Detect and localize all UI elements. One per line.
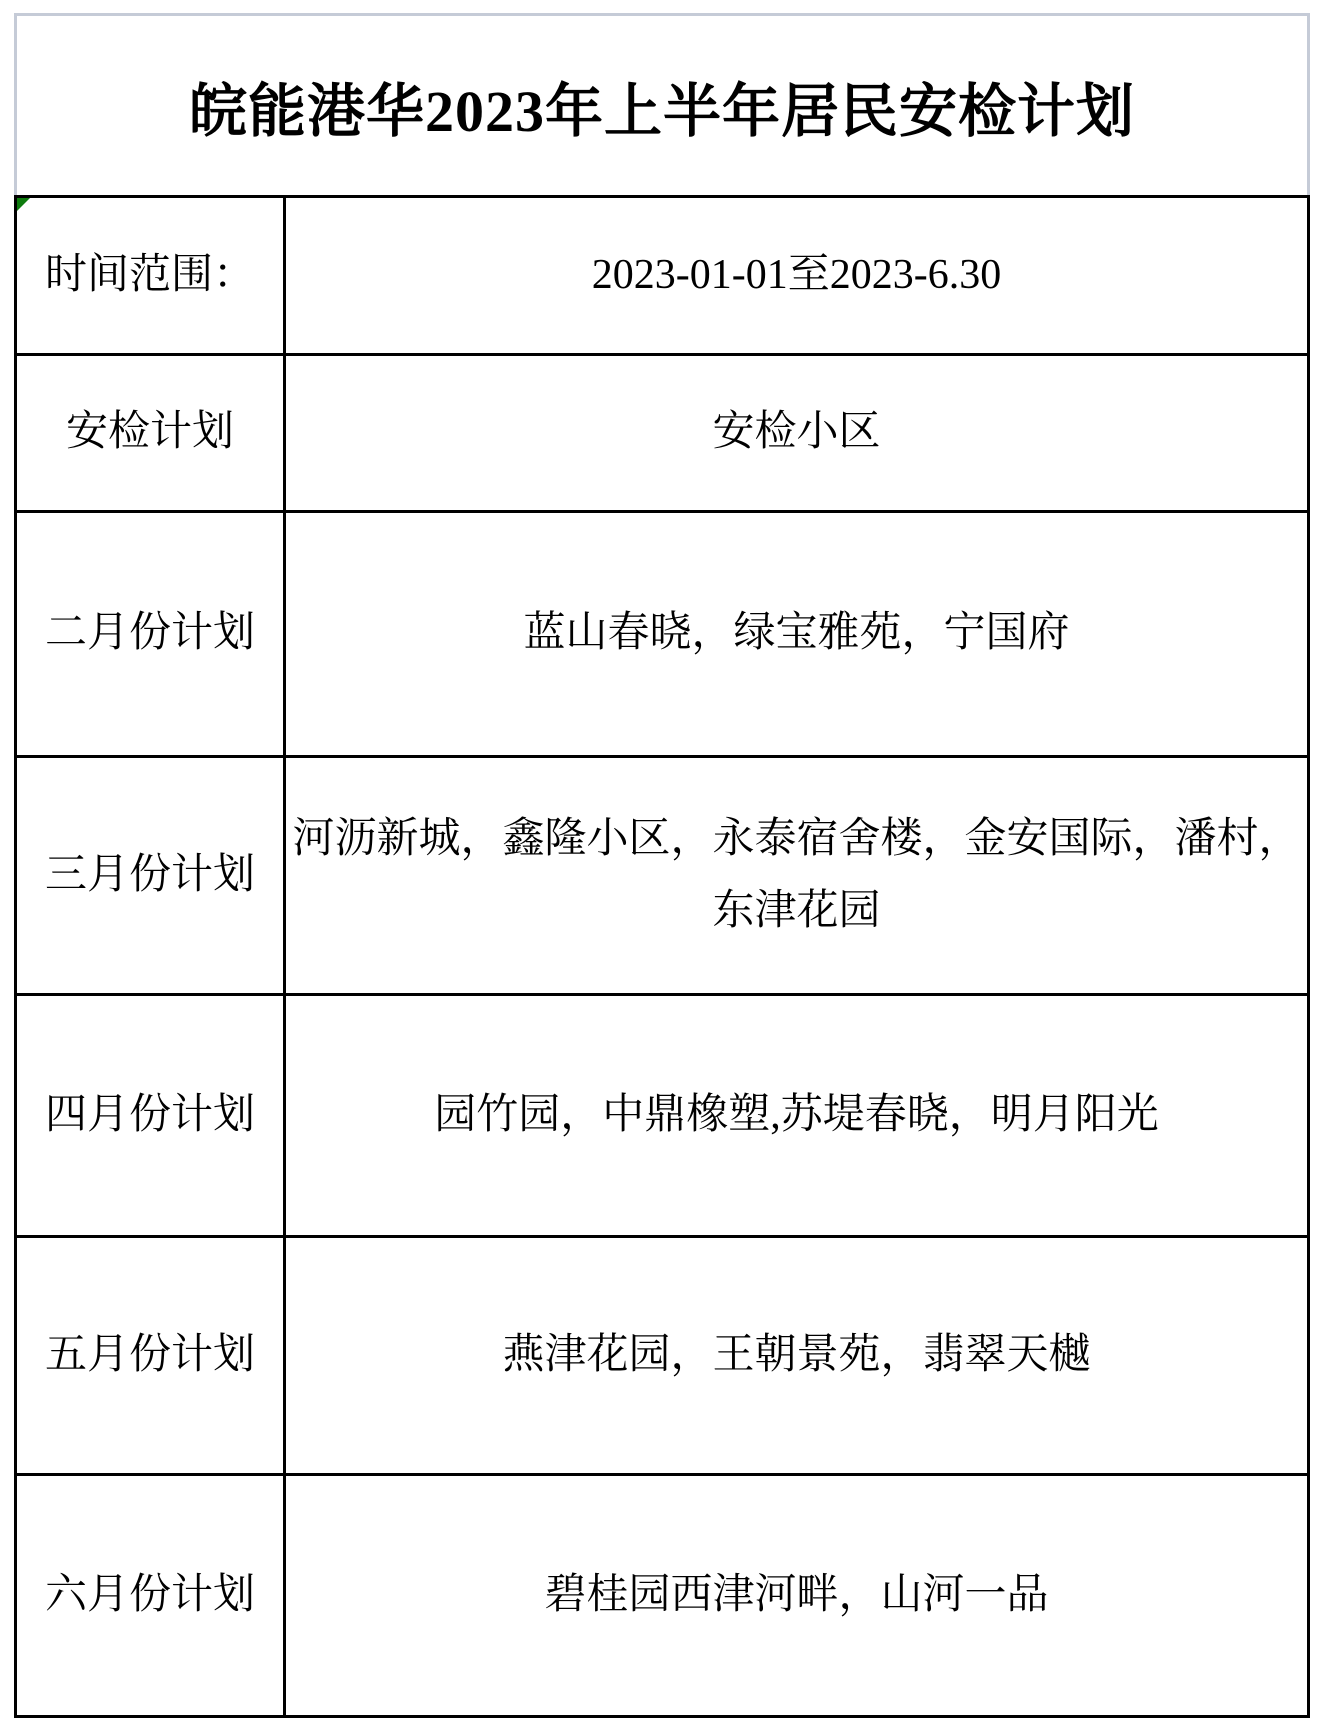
row-value-cell[interactable] xyxy=(285,1237,1309,1475)
row-label-cell[interactable] xyxy=(16,995,285,1237)
row-label-cell[interactable] xyxy=(16,197,285,355)
row-label-cell[interactable] xyxy=(16,1237,285,1475)
table-row xyxy=(16,1237,1309,1475)
table-row xyxy=(16,757,1309,995)
row-label: 四月份计划 xyxy=(44,1091,255,1138)
table-row xyxy=(16,355,1309,512)
row-value: 2023-01-01至2023-6.30 xyxy=(591,251,1002,298)
row-value: 安检小区 xyxy=(712,409,881,456)
row-value: 碧桂园西津河畔，山河一品 xyxy=(544,1571,1049,1618)
row-label: 时间范围： xyxy=(44,251,255,298)
title-cell[interactable] xyxy=(14,13,1310,195)
row-label-cell[interactable] xyxy=(16,757,285,995)
row-label: 三月份计划 xyxy=(44,851,255,898)
row-value-cell[interactable] xyxy=(285,197,1309,355)
row-value: 园竹园，中鼎橡塑,苏堤春晓，明月阳光 xyxy=(434,1091,1159,1138)
row-value: 河沥新城，鑫隆小区，永泰宿舍楼，金安国际，潘村，东津花园 xyxy=(292,816,1301,934)
row-label: 五月份计划 xyxy=(44,1331,255,1378)
table-row xyxy=(16,197,1309,355)
row-label: 二月份计划 xyxy=(44,610,255,657)
row-value-cell[interactable] xyxy=(285,1475,1309,1717)
row-label-cell[interactable] xyxy=(16,1475,285,1717)
row-label-cell[interactable] xyxy=(16,512,285,757)
cell-error-indicator-icon xyxy=(17,198,30,211)
row-label: 六月份计划 xyxy=(44,1571,255,1618)
table-row xyxy=(16,995,1309,1237)
row-value-cell[interactable] xyxy=(285,757,1309,995)
table-row xyxy=(16,512,1309,757)
row-label: 安检计划 xyxy=(65,409,234,456)
page-title: 皖能港华2023年上半年居民安检计划 xyxy=(188,78,1135,144)
safety-inspection-plan-table xyxy=(14,195,1310,1718)
row-value-cell[interactable] xyxy=(285,512,1309,757)
row-value: 燕津花园，王朝景苑，翡翠天樾 xyxy=(502,1331,1091,1378)
row-value-cell[interactable] xyxy=(285,995,1309,1237)
row-value-cell[interactable] xyxy=(285,355,1309,512)
table-row xyxy=(16,1475,1309,1717)
row-label-cell[interactable] xyxy=(16,355,285,512)
row-value: 蓝山春晓，绿宝雅苑，宁国府 xyxy=(523,610,1070,657)
